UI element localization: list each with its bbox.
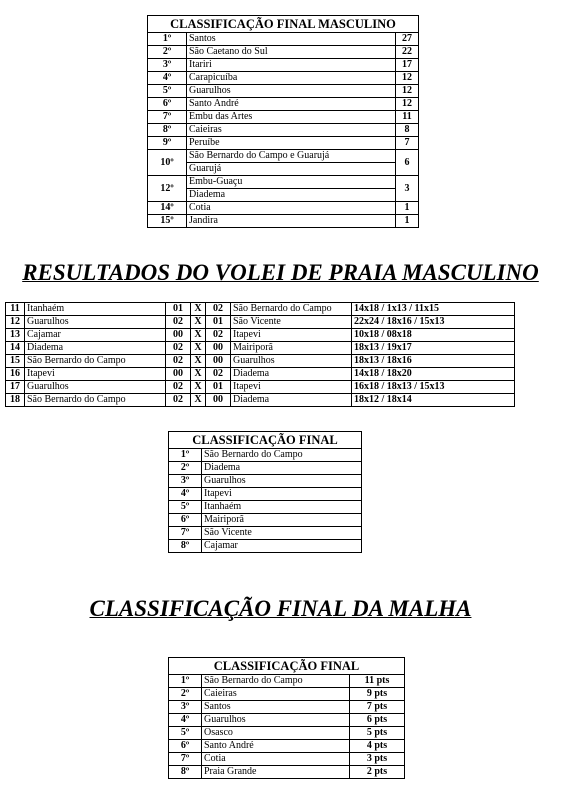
table-row [169, 501, 362, 514]
position-cell: 4º [148, 72, 187, 85]
match-number-cell: 14 [6, 342, 25, 355]
points-cell: 1 [396, 215, 419, 228]
team-cell: Itapevi [202, 488, 362, 501]
points-cell: 9 pts [350, 688, 405, 701]
points-cell: 3 [396, 176, 419, 202]
team-cell: Guarulhos [202, 475, 362, 488]
sets-cell: 10x18 / 08x18 [352, 329, 515, 342]
table-row [169, 753, 405, 766]
position-cell: 2º [169, 462, 202, 475]
points-cell: 6 pts [350, 714, 405, 727]
team-a-cell: Guarulhos [25, 381, 166, 394]
table-row [6, 316, 515, 329]
sets-cell: 14x18 / 18x20 [352, 368, 515, 381]
versus-cell: X [191, 329, 206, 342]
points-cell: 11 [396, 111, 419, 124]
team-a-cell: São Bernardo do Campo [25, 355, 166, 368]
team-cell: Santo André [187, 98, 396, 111]
table-row [169, 727, 405, 740]
team-cell: Santos [202, 701, 350, 714]
points-cell: 12 [396, 72, 419, 85]
versus-cell: X [191, 355, 206, 368]
points-cell: 11 pts [350, 675, 405, 688]
score-b-cell: 00 [206, 355, 231, 368]
team-cell: Cajamar [202, 540, 362, 553]
score-a-cell: 02 [166, 355, 191, 368]
volei-heading: RESULTADOS DO VOLEI DE PRAIA MASCULINO [22, 260, 539, 285]
team-a-cell: Diadema [25, 342, 166, 355]
points-cell: 3 pts [350, 753, 405, 766]
score-a-cell: 00 [166, 368, 191, 381]
match-number-cell: 15 [6, 355, 25, 368]
volei-final-table [168, 431, 362, 553]
match-number-cell: 17 [6, 381, 25, 394]
table-row [148, 72, 419, 85]
team-cell: Guarulhos [187, 85, 396, 98]
table-row [169, 488, 362, 501]
team-cell: São Bernardo do Campo [202, 675, 350, 688]
points-cell: 6 [396, 150, 419, 176]
table-row [169, 475, 362, 488]
team-cell: Embu-Guaçu [187, 176, 396, 189]
team-cell: Cotia [202, 753, 350, 766]
points-cell: 7 pts [350, 701, 405, 714]
team-cell: Guarujá [187, 163, 396, 176]
position-cell: 5º [169, 501, 202, 514]
team-cell: Itanhaém [202, 501, 362, 514]
position-cell: 12º [148, 176, 187, 202]
team-a-cell: Itanhaém [25, 303, 166, 316]
table-row [169, 449, 362, 462]
team-cell: São Vicente [202, 527, 362, 540]
position-cell: 2º [169, 688, 202, 701]
table-row [169, 540, 362, 553]
team-a-cell: São Bernardo do Campo [25, 394, 166, 407]
team-cell: Jandira [187, 215, 396, 228]
points-cell: 12 [396, 98, 419, 111]
position-cell: 3º [169, 475, 202, 488]
team-b-cell: Diadema [231, 368, 352, 381]
team-cell: Santo André [202, 740, 350, 753]
table-row [6, 342, 515, 355]
position-cell: 8º [169, 540, 202, 553]
table-title: CLASSIFICAÇÃO FINAL [169, 432, 362, 449]
points-cell: 1 [396, 202, 419, 215]
points-cell: 4 pts [350, 740, 405, 753]
score-a-cell: 01 [166, 303, 191, 316]
team-cell: São Bernardo do Campo e Guarujá [187, 150, 396, 163]
position-cell: 8º [169, 766, 202, 779]
match-number-cell: 16 [6, 368, 25, 381]
score-a-cell: 02 [166, 381, 191, 394]
table-row [148, 98, 419, 111]
team-cell: Diadema [202, 462, 362, 475]
table-row [169, 462, 362, 475]
points-cell: 22 [396, 46, 419, 59]
position-cell: 5º [148, 85, 187, 98]
table-row [148, 137, 419, 150]
team-cell: Carapicuíba [187, 72, 396, 85]
volei-results-table [5, 302, 515, 407]
team-b-cell: São Bernardo do Campo [231, 303, 352, 316]
table-row [6, 355, 515, 368]
versus-cell: X [191, 394, 206, 407]
points-cell: 7 [396, 137, 419, 150]
team-a-cell: Guarulhos [25, 316, 166, 329]
sets-cell: 18x13 / 19x17 [352, 342, 515, 355]
score-b-cell: 02 [206, 303, 231, 316]
table-title: CLASSIFICAÇÃO FINAL [169, 658, 405, 675]
score-b-cell: 01 [206, 316, 231, 329]
team-cell: Santos [187, 33, 396, 46]
versus-cell: X [191, 368, 206, 381]
points-cell: 17 [396, 59, 419, 72]
masculino-standings-table [147, 15, 419, 228]
score-b-cell: 02 [206, 368, 231, 381]
table-row [148, 124, 419, 137]
sets-cell: 18x12 / 18x14 [352, 394, 515, 407]
score-a-cell: 00 [166, 329, 191, 342]
team-cell: Caieiras [187, 124, 396, 137]
table-header-row [169, 432, 362, 449]
position-cell: 8º [148, 124, 187, 137]
team-cell: Embu das Artes [187, 111, 396, 124]
position-cell: 2º [148, 46, 187, 59]
table-row [6, 394, 515, 407]
team-cell: Peruíbe [187, 137, 396, 150]
table-row [148, 85, 419, 98]
sets-cell: 22x24 / 18x16 / 15x13 [352, 316, 515, 329]
table-title: CLASSIFICAÇÃO FINAL MASCULINO [148, 16, 419, 33]
score-a-cell: 02 [166, 342, 191, 355]
position-cell: 7º [148, 111, 187, 124]
match-number-cell: 13 [6, 329, 25, 342]
match-number-cell: 11 [6, 303, 25, 316]
score-b-cell: 01 [206, 381, 231, 394]
table-row [148, 46, 419, 59]
table-row [169, 675, 405, 688]
table-row [169, 701, 405, 714]
malha-heading: CLASSIFICAÇÃO FINAL DA MALHA [89, 596, 472, 621]
table-row [148, 150, 419, 163]
position-cell: 4º [169, 714, 202, 727]
team-cell: São Bernardo do Campo [202, 449, 362, 462]
points-cell: 12 [396, 85, 419, 98]
position-cell: 15º [148, 215, 187, 228]
match-number-cell: 18 [6, 394, 25, 407]
position-cell: 14º [148, 202, 187, 215]
versus-cell: X [191, 316, 206, 329]
table-row [169, 514, 362, 527]
sets-cell: 16x18 / 18x13 / 15x13 [352, 381, 515, 394]
team-cell: Mairiporã [202, 514, 362, 527]
table-row [148, 176, 419, 189]
score-a-cell: 02 [166, 394, 191, 407]
score-b-cell: 00 [206, 342, 231, 355]
table-row [169, 527, 362, 540]
team-cell: Cotia [187, 202, 396, 215]
position-cell: 3º [169, 701, 202, 714]
score-b-cell: 02 [206, 329, 231, 342]
table-row [169, 766, 405, 779]
position-cell: 7º [169, 527, 202, 540]
table-row [148, 215, 419, 228]
table-row [148, 202, 419, 215]
score-b-cell: 00 [206, 394, 231, 407]
table-row [148, 163, 419, 176]
team-a-cell: Cajamar [25, 329, 166, 342]
team-cell: Praia Grande [202, 766, 350, 779]
team-cell: Osasco [202, 727, 350, 740]
position-cell: 6º [169, 514, 202, 527]
team-cell: Caieiras [202, 688, 350, 701]
table-row [6, 329, 515, 342]
table-row [6, 303, 515, 316]
team-b-cell: Itapevi [231, 381, 352, 394]
team-cell: São Caetano do Sul [187, 46, 396, 59]
team-cell: Diadema [187, 189, 396, 202]
position-cell: 7º [169, 753, 202, 766]
score-a-cell: 02 [166, 316, 191, 329]
position-cell: 3º [148, 59, 187, 72]
team-b-cell: Itapevi [231, 329, 352, 342]
team-a-cell: Itapevi [25, 368, 166, 381]
position-cell: 6º [148, 98, 187, 111]
position-cell: 9º [148, 137, 187, 150]
points-cell: 8 [396, 124, 419, 137]
team-cell: Guarulhos [202, 714, 350, 727]
points-cell: 27 [396, 33, 419, 46]
team-b-cell: Diadema [231, 394, 352, 407]
position-cell: 4º [169, 488, 202, 501]
versus-cell: X [191, 303, 206, 316]
versus-cell: X [191, 342, 206, 355]
position-cell: 1º [169, 675, 202, 688]
table-row [169, 688, 405, 701]
team-b-cell: Mairiporã [231, 342, 352, 355]
table-header-row [169, 658, 405, 675]
team-b-cell: Guarulhos [231, 355, 352, 368]
table-row [6, 368, 515, 381]
sets-cell: 18x13 / 18x16 [352, 355, 515, 368]
position-cell: 6º [169, 740, 202, 753]
table-row [148, 33, 419, 46]
table-row [169, 714, 405, 727]
sets-cell: 14x18 / 1x13 / 11x15 [352, 303, 515, 316]
versus-cell: X [191, 381, 206, 394]
team-b-cell: São Vicente [231, 316, 352, 329]
match-number-cell: 12 [6, 316, 25, 329]
points-cell: 2 pts [350, 766, 405, 779]
table-row [6, 381, 515, 394]
position-cell: 10º [148, 150, 187, 176]
malha-final-table [168, 657, 405, 779]
team-cell: Itariri [187, 59, 396, 72]
table-header-row [148, 16, 419, 33]
position-cell: 1º [169, 449, 202, 462]
table-row [169, 740, 405, 753]
table-row [148, 59, 419, 72]
table-row [148, 111, 419, 124]
position-cell: 1º [148, 33, 187, 46]
position-cell: 5º [169, 727, 202, 740]
table-row [148, 189, 419, 202]
points-cell: 5 pts [350, 727, 405, 740]
